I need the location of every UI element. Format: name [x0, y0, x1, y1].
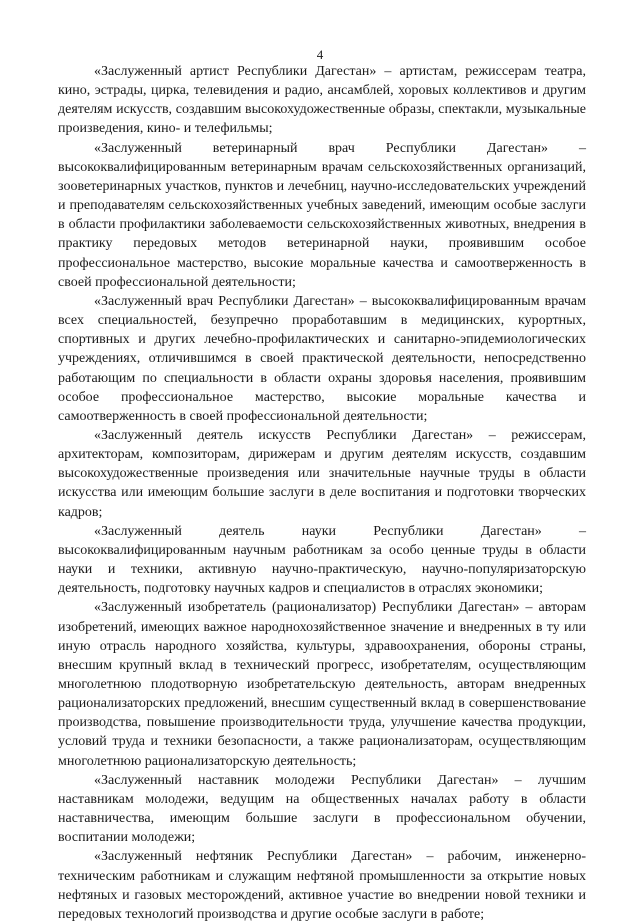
paragraph-honored-artist: «Заслуженный артист Республики Дагестан» – артистам, режиссерам театра, кино, эстрады, цирка, телевидения и радио, ансамблей, хоровых коллективов и другим деятелям искусств, создавшим высокохудожественные образы, спектакли, музыкальные произведения, кино- и телефильмы;: [58, 64, 586, 137]
paragraph-honored-art-worker: «Заслуженный деятель искусств Республики Дагестан» – режиссерам, архитекторам, композиторам, дирижерам и другим деятелям искусств, создавшим высокохудожественные произведения или значительные научные труды в области искусства или имеющим большие заслуги в деле воспитания и подготовки творческих кадров;: [58, 427, 586, 520]
paragraph-honored-oilman: «Заслуженный нефтяник Республики Дагестан» – рабочим, инженерно-техническим работникам и служащим нефтяной промышленности за открытие новых нефтяных и газовых месторождений, активное участие во внедрении новой техники и передовых технологий производства и другие особые заслуги в работе;: [58, 849, 586, 922]
paragraph-honored-science-worker: «Заслуженный деятель науки Республики Дагестан» – высококвалифицированным научным работникам за особо ценные труды в области науки и техники, активную научно-практическую, научно-популяризаторскую деятельность, подготовку научных кадров и специалистов в отраслях экономики;: [58, 523, 586, 597]
paragraph-honored-doctor: «Заслуженный врач Республики Дагестан» – высококвалифицированным врачам всех специальностей, безупречно проработавшим в медицинских, курортных, спортивных и других лечебно-профилактических и санитарно-эпидемиологических учреждениях, отличившимся в своей практической деятельности, непосредственно работающим по специальности в области охраны здоровья населения, проявившим особое профессиональное мастерство, высокие моральные качества и самоотверженность в своей профессиональной деятельности;: [58, 293, 586, 424]
paragraph-honored-veterinarian: «Заслуженный ветеринарный врач Республики Дагестан» – высококвалифицированным ветеринарным врачам сельскохозяйственных организаций, зооветеринарных участков, пунктов и лечебниц, научно-исследовательских учреждений и преподавателям сельскохозяйственных учебных заведений, имеющим особые заслуги в области профилактики заболеваемости сельскохозяйственных животных, внедрения в практику передовых методов ветеринарной науки, проявившим особое профессиональное мастерство, высокие моральные качества и самоотверженность в своей профессиональной деятельности;: [58, 140, 586, 290]
page-number: 4: [316, 47, 324, 62]
paragraph-honored-inventor: «Заслуженный изобретатель (рационализатор) Республики Дагестан» – авторам изобретений, имеющих важное народнохозяйственное значение и внедренных в ту или иную отрасль народного хозяйства, культуры, здравоохранения, обороны страны, внесшим крупный вклад в технический прогресс, изобретателям, осуществляющим многолетнюю плодотворную изобретательскую деятельность, авторам внедренных рационализаторских предложений, внесшим существенный вклад в совершенствование производства, повышение производительности труда, улучшение качества продукции, условий труда и техники безопасности, а также рационализаторам, осуществляющим многолетнюю рационализаторскую деятельность;: [58, 600, 586, 769]
body-text: [58, 62, 586, 924]
paragraph-honored-youth-mentor: «Заслуженный наставник молодежи Республики Дагестан» – лучшим наставникам молодежи, ведущим на общественных началах работу в области наставничества, имеющим большие заслуги в профессиональном обучении, воспитании молодежи;: [58, 772, 586, 846]
